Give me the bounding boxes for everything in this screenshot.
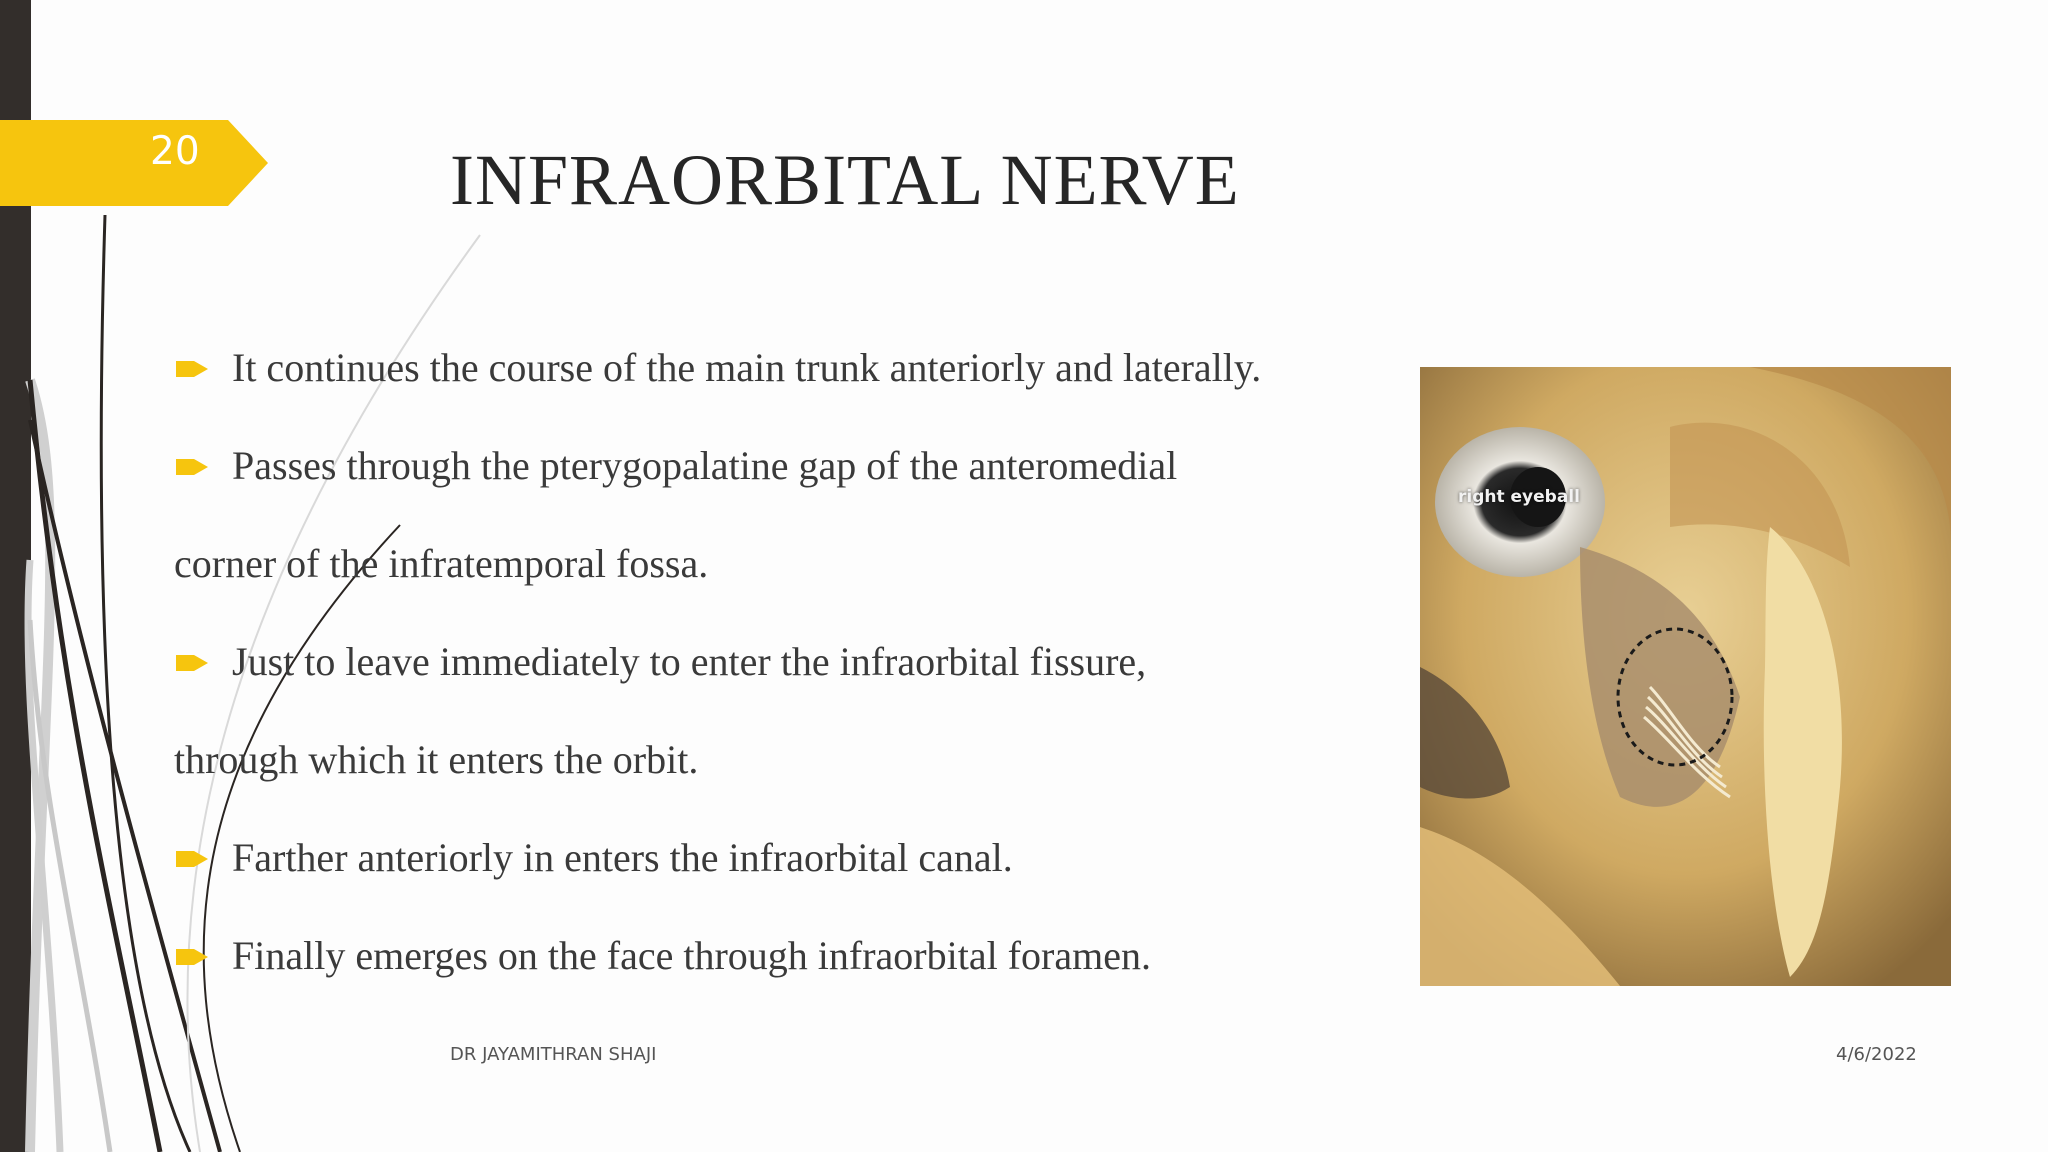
bullet-item: [174, 436, 1414, 534]
bullet-text: through which it enters the orbit.: [174, 737, 699, 782]
bullet-text: corner of the infratemporal fossa.: [174, 541, 709, 586]
arrow-bullet-icon: [174, 354, 210, 384]
footer-author: DR JAYAMITHRAN SHAJI: [450, 1044, 657, 1065]
arrow-bullet-icon: [174, 648, 210, 678]
anatomy-photo-drawing: [1420, 367, 1951, 986]
image-label: right eyeball: [1458, 487, 1580, 507]
slide-title: INFRAORBITAL NERVE: [450, 140, 1240, 220]
bullet-text: Farther anteriorly in enters the infraorbital canal.: [232, 835, 1013, 880]
anatomy-photo: [1420, 367, 1951, 986]
arrow-bullet-icon: [174, 942, 210, 972]
bullet-item: [174, 338, 1414, 436]
bullet-list: [174, 338, 1414, 1024]
bullet-text: Just to leave immediately to enter the infraorbital fissure,: [232, 639, 1147, 684]
bullet-text: It continues the course of the main trunk anteriorly and laterally.: [232, 345, 1262, 390]
continuation-line: [174, 730, 1414, 828]
continuation-line: [174, 534, 1414, 632]
arrow-bullet-icon: [174, 844, 210, 874]
bullet-text: Passes through the pterygopalatine gap of the anteromedial: [232, 443, 1178, 488]
arrow-bullet-icon: [174, 452, 210, 482]
bullet-text: Finally emerges on the face through infraorbital foramen.: [232, 933, 1151, 978]
bullet-item: [174, 632, 1414, 730]
bullet-item: [174, 828, 1414, 926]
page-number: 20: [150, 129, 200, 174]
bullet-item: [174, 926, 1414, 1024]
page-number-tab: [0, 120, 268, 206]
footer-date: 4/6/2022: [1836, 1044, 1917, 1065]
